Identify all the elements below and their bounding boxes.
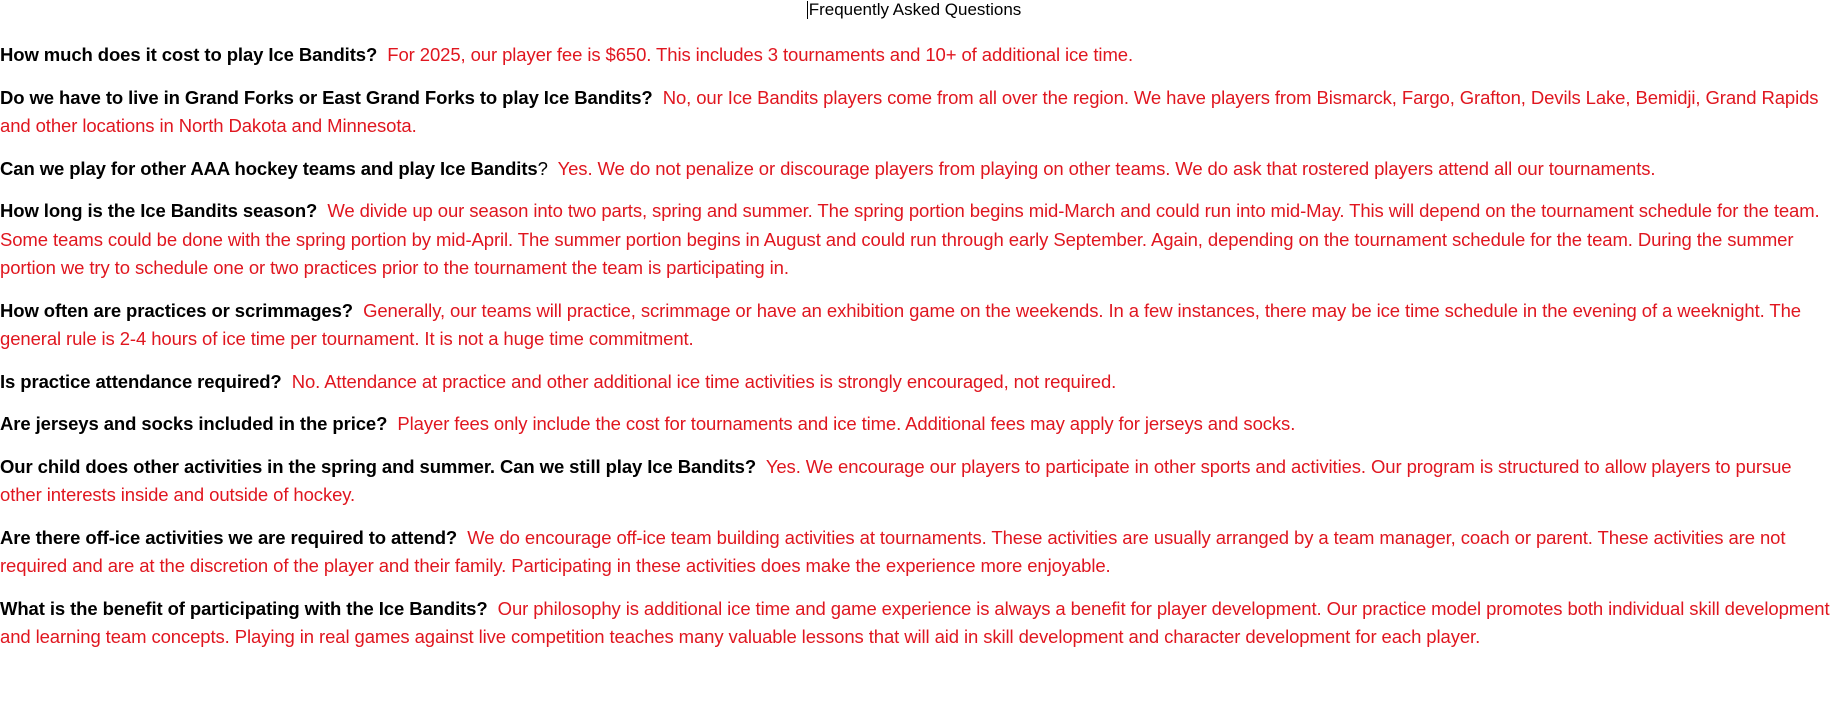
faq-answer: Our philosophy is additional ice time and game experience is always a benefit for player development. Our practice model promotes both individual skill development and learning team concepts. Playing in real games against live competition teaches many valuable lessons that will aid in skill development and character development for each player. [0, 597, 1830, 647]
faq-question: Are there off-ice activities we are required to attend? [0, 526, 458, 548]
faq-question: What is the benefit of participating with the Ice Bandits? [0, 597, 488, 619]
faq-question: Are jerseys and socks included in the price? [0, 413, 388, 434]
faq-question: Can we play for other AAA hockey teams and play Ice Bandits [0, 157, 538, 179]
faq-list [0, 41, 1830, 652]
faq-question-suffix: ? [537, 157, 548, 179]
faq-item [0, 453, 1830, 510]
faq-question: Do we have to live in Grand Forks or East Grand Forks to play Ice Bandits? [0, 86, 653, 108]
text-cursor [807, 1, 808, 19]
faq-answer: Yes. We encourage our players to participate in other sports and activities. Our program is structured to allow players to pursue other interests inside and outside of hockey. [0, 455, 1792, 505]
faq-item [0, 410, 1830, 439]
faq-question: Is practice attendance required? [0, 370, 282, 392]
faq-answer: No. Attendance at practice and other additional ice time activities is strongly encouraged, not required. [291, 370, 1117, 392]
faq-question: How long is the Ice Bandits season? [0, 200, 318, 221]
faq-question: How much does it cost to play Ice Bandits? [0, 44, 378, 65]
faq-answer: Player fees only include the cost for tournaments and ice time. Additional fees may apply for jerseys and socks. [397, 413, 1296, 434]
faq-item [0, 524, 1830, 581]
faq-item [0, 368, 1830, 397]
page-title: Frequently Asked Questions [808, 0, 1022, 19]
faq-answer: Yes. We do not penalize or discourage players from playing on other teams. We do ask that rostered players attend all our tournaments. [557, 157, 1656, 179]
faq-question: Our child does other activities in the spring and summer. Can we still play Ice Bandits? [0, 455, 757, 477]
faq-item [0, 84, 1830, 141]
faq-answer: We divide up our season into two parts, spring and summer. The spring portion begins mid-March and could run into mid-May. This will depend on the tournament schedule for the team. Some teams could be done with the spring portion by mid-April. The summer portion begins in August and could run through early September. Again, depending on the tournament schedule for the team. During the summer portion we try to schedule one or two practices prior to the tournament the team is participating in. [0, 200, 1820, 278]
faq-answer: No, our Ice Bandits players come from all over the region. We have players from Bismarck, Fargo, Grafton, Devils Lake, Bemidji, Grand Rapids and other locations in North Dakota and Minnesota. [0, 86, 1819, 136]
faq-answer: Generally, our teams will practice, scrimmage or have an exhibition game on the weekends. In a few instances, there may be ice time schedule in the evening of a weeknight. The general rule is 2-4 hours of ice time per tournament. It is not a huge time commitment. [0, 299, 1801, 349]
faq-answer: We do encourage off-ice team building activities at tournaments. These activities are usually arranged by a team manager, coach or parent. These activities are not required and are at the discretion of the player and their family. Participating in these activities does make the experience more enjoyable. [0, 526, 1786, 576]
faq-question: How often are practices or scrimmages? [0, 299, 353, 321]
faq-item [0, 155, 1830, 184]
faq-item [0, 595, 1830, 652]
faq-item [0, 197, 1830, 283]
faq-answer: For 2025, our player fee is $650. This includes 3 tournaments and 10+ of additional ice time. [387, 44, 1133, 65]
page-title-row [0, 0, 1830, 20]
title-wrap [809, 0, 1022, 20]
faq-item [0, 41, 1830, 70]
faq-item [0, 297, 1830, 354]
